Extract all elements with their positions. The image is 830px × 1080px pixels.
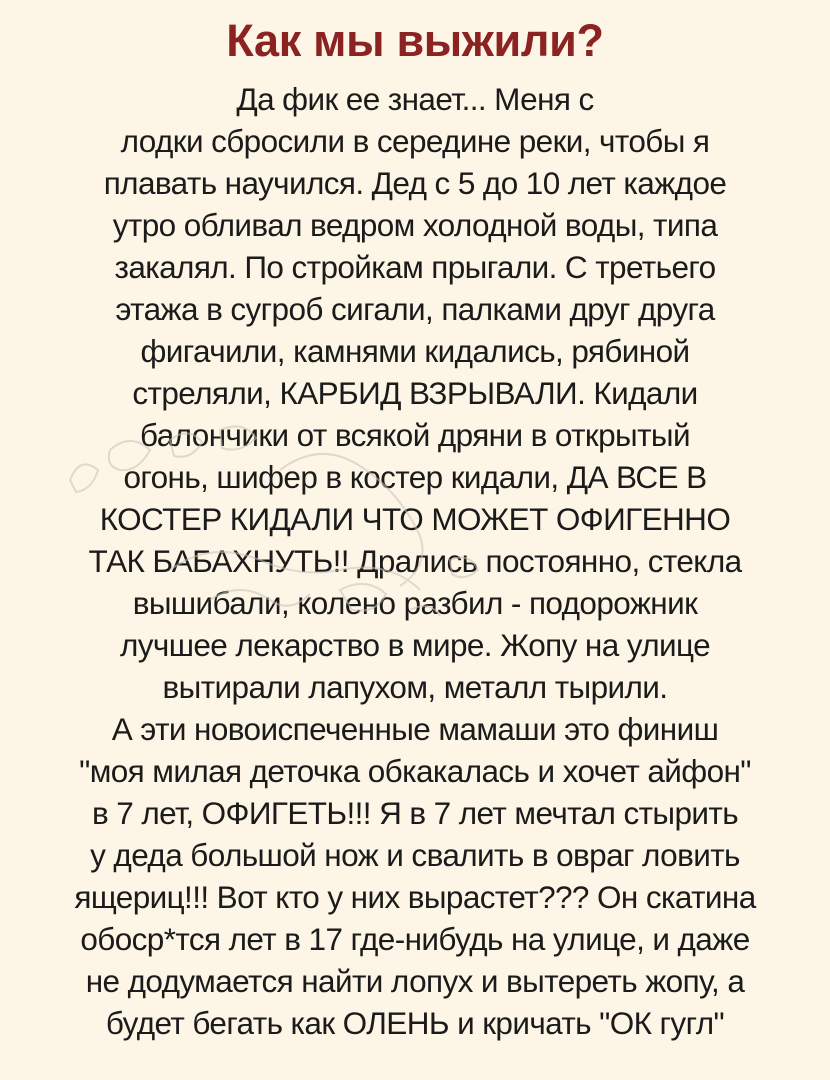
body-line: А эти новоиспеченные мамаши это финиш [111,711,719,747]
body-line: фигачили, камнями кидались, рябиной [140,333,690,369]
body-line: этажа в сугроб сигали, палками друг друга [115,291,715,327]
post-body [0,78,830,1044]
body-line: лодки сбросили в середине реки, чтобы я [120,123,710,159]
body-line: плавать научился. Дед с 5 до 10 лет каждое [103,165,727,201]
body-line: ящериц!!! Вот кто у них вырастет??? Он скатина [74,879,756,915]
body-line: балончики от всякой дряни в открытый [140,417,690,453]
body-line: ТАК БАБАХНУТЬ!! Дрались постоянно, стекла [88,543,742,579]
body-line: вытирали лапухом, металл тырили. [162,669,668,705]
body-line: стреляли, КАРБИД ВЗРЫВАЛИ. Кидали [132,375,698,411]
body-line: вышибали, колено разбил - подорожник [132,585,698,621]
body-line: огонь, шифер в костер кидали, ДА ВСЕ В [123,459,707,495]
post-title: Как мы выжили? [226,15,604,66]
body-line: "моя милая деточка обкакалась и хочет айфон" [79,753,751,789]
body-line: в 7 лет, ОФИГЕТЬ!!! Я в 7 лет мечтал стырить [91,795,739,831]
body-line: Да фик ее знает... Меня с [236,81,594,117]
body-line: закалял. По стройкам прыгали. С третьего [114,249,716,285]
body-line: у деда большой нож и свалить в овраг ловить [90,837,740,873]
body-line: не додумается найти лопух и вытереть жопу, а [85,963,745,999]
body-line: обоср*тся лет в 17 где-нибудь на улице, и даже [80,921,750,957]
body-line: КОСТЕР КИДАЛИ ЧТО МОЖЕТ ОФИГЕННО [99,501,731,537]
body-line: лучшее лекарство в мире. Жопу на улице [119,627,711,663]
body-line: будет бегать как ОЛЕНЬ и кричать "ОК гугл" [105,1005,725,1041]
body-line: утро обливал ведром холодной воды, типа [112,207,718,243]
